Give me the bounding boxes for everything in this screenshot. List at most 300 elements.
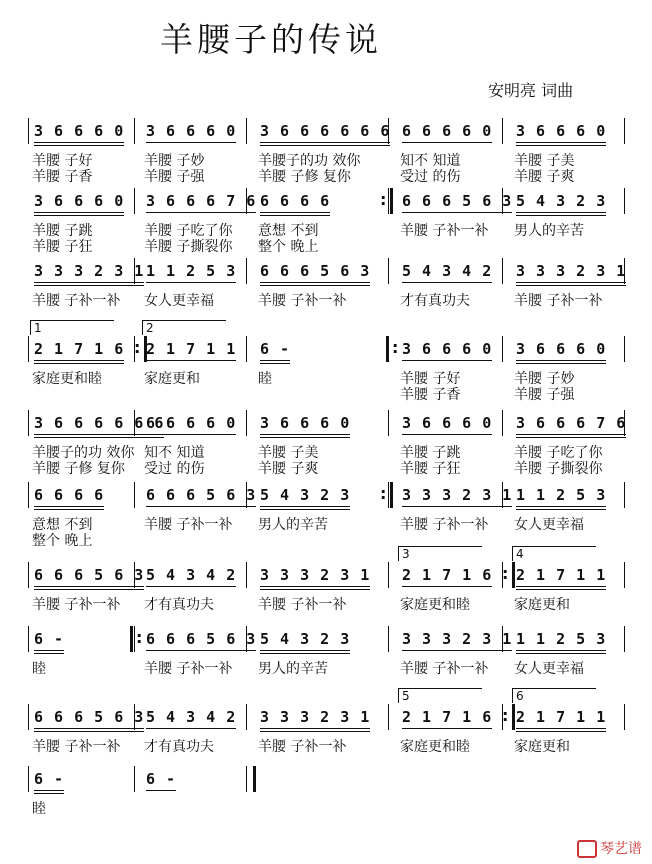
beam-line bbox=[516, 282, 626, 283]
beam-line bbox=[402, 282, 492, 283]
measure-notes: 3 3 3 2 3 1 bbox=[402, 486, 513, 504]
beam-line bbox=[260, 589, 370, 590]
repeat-end-barline bbox=[506, 562, 515, 588]
beam-line bbox=[516, 589, 606, 590]
lyric-syllables: 家庭更和睦 bbox=[400, 597, 470, 613]
measure bbox=[516, 122, 606, 140]
beam-line bbox=[516, 509, 606, 510]
measure bbox=[34, 486, 104, 504]
measure bbox=[146, 192, 256, 210]
measure-notes: 3 6 6 6 6 6 6 bbox=[34, 414, 165, 432]
lyric-syllables: 女人更幸福 bbox=[144, 293, 214, 309]
barline bbox=[28, 336, 29, 362]
measure-notes: 3 6 6 6 6 6 6 bbox=[260, 122, 391, 140]
lyric-syllables: 知不 知道 bbox=[400, 153, 461, 169]
measure bbox=[260, 192, 330, 210]
lyric-syllables: 羊腰 子强 bbox=[144, 169, 205, 185]
lyric-syllables: 羊腰 子补一补 bbox=[32, 293, 121, 309]
barline bbox=[624, 704, 625, 730]
barline bbox=[624, 336, 625, 362]
beam-line bbox=[516, 650, 606, 651]
beam-line bbox=[260, 360, 290, 361]
barline bbox=[28, 704, 29, 730]
beam-line bbox=[34, 142, 124, 143]
measure bbox=[516, 192, 606, 210]
measure bbox=[146, 566, 236, 584]
lyric-syllables: 羊腰 子补一补 bbox=[400, 661, 489, 677]
measure bbox=[516, 708, 606, 726]
lyric-syllables: 羊腰 子补一补 bbox=[258, 597, 347, 613]
notes-line bbox=[30, 630, 630, 656]
beam-line bbox=[260, 731, 370, 732]
lyric-syllables: 男人的辛苦 bbox=[514, 223, 584, 239]
beam-line bbox=[516, 434, 626, 435]
lyric-syllables: 家庭更和睦 bbox=[400, 739, 470, 755]
measure bbox=[260, 630, 350, 648]
barline bbox=[624, 562, 625, 588]
repeat-start-barline bbox=[386, 336, 395, 362]
beam-line bbox=[402, 650, 512, 651]
lyric-syllables: 受过 的伤 bbox=[400, 169, 461, 185]
lyric-syllables: 意想 不到 bbox=[258, 223, 319, 239]
lyric-syllables: 羊腰 子跳 bbox=[32, 223, 93, 239]
beam-line bbox=[516, 506, 606, 507]
notes-line bbox=[30, 262, 630, 288]
lyric-syllables: 羊腰 子吃了你 bbox=[514, 445, 603, 461]
measure-notes: 6 6 6 5 6 3 bbox=[146, 630, 257, 648]
barline bbox=[28, 766, 29, 792]
barline bbox=[28, 410, 29, 436]
beam-line bbox=[34, 145, 124, 146]
volta-bracket: 6 bbox=[512, 688, 596, 703]
lyric-syllables: 家庭更和 bbox=[514, 739, 570, 755]
barline bbox=[134, 562, 135, 588]
beam-line bbox=[402, 586, 492, 587]
measure-notes: 5 4 3 2 3 bbox=[516, 192, 607, 210]
measure bbox=[146, 340, 236, 358]
measure bbox=[146, 122, 236, 140]
barline bbox=[388, 704, 389, 730]
lyric-syllables: 整个 晚上 bbox=[258, 239, 319, 255]
barline bbox=[246, 118, 247, 144]
beam-line bbox=[402, 142, 492, 143]
measure-notes: 3 6 6 6 0 bbox=[34, 122, 125, 140]
measure-notes: 2 1 7 1 6 bbox=[402, 566, 493, 584]
beam-line bbox=[402, 506, 512, 507]
measure bbox=[34, 414, 164, 432]
measure bbox=[402, 630, 512, 648]
beam-line bbox=[402, 434, 492, 435]
beam-line bbox=[260, 145, 390, 146]
measure-notes: 6 6 6 5 6 3 bbox=[34, 708, 145, 726]
lyric-syllables: 家庭更和 bbox=[144, 371, 200, 387]
barline bbox=[134, 704, 135, 730]
measure-notes: 6 6 6 5 6 3 bbox=[260, 262, 371, 280]
barline bbox=[624, 118, 625, 144]
repeat-start-barline bbox=[130, 626, 139, 652]
lyric-syllables: 羊腰 子补一补 bbox=[32, 739, 121, 755]
lyric-syllables: 羊腰 子爽 bbox=[514, 169, 575, 185]
lyric-syllables: 男人的辛苦 bbox=[258, 661, 328, 677]
lyric-syllables: 羊腰 子补一补 bbox=[514, 293, 603, 309]
lyric-syllables: 女人更幸福 bbox=[514, 661, 584, 677]
measure bbox=[34, 262, 144, 280]
lyric-syllables: 女人更幸福 bbox=[514, 517, 584, 533]
measure-notes: 1 1 2 5 3 bbox=[516, 630, 607, 648]
barline bbox=[502, 410, 503, 436]
repeat-end-barline bbox=[506, 704, 515, 730]
beam-line bbox=[260, 437, 350, 438]
beam-line bbox=[34, 728, 144, 729]
beam-line bbox=[402, 728, 492, 729]
measure bbox=[402, 486, 512, 504]
barline bbox=[388, 410, 389, 436]
lyric-syllables: 羊腰 子补一补 bbox=[400, 517, 489, 533]
barline bbox=[28, 562, 29, 588]
measure bbox=[402, 340, 492, 358]
beam-line bbox=[516, 363, 606, 364]
measure bbox=[516, 414, 626, 432]
measure bbox=[402, 192, 512, 210]
measure-notes: 3 6 6 6 0 bbox=[34, 192, 125, 210]
repeat-end-barline bbox=[384, 482, 393, 508]
lyric-syllables: 羊腰 子好 bbox=[32, 153, 93, 169]
measure-notes: 1 1 2 5 3 bbox=[516, 486, 607, 504]
beam-line bbox=[146, 282, 236, 283]
barline bbox=[28, 482, 29, 508]
notes-line bbox=[30, 486, 630, 512]
measure-notes: 5 4 3 4 2 bbox=[402, 262, 493, 280]
beam-line bbox=[260, 586, 370, 587]
beam-line bbox=[34, 506, 104, 507]
lyric-syllables: 羊腰 子妙 bbox=[514, 371, 575, 387]
score-row bbox=[30, 770, 630, 860]
measure bbox=[146, 262, 236, 280]
notes-line bbox=[30, 340, 630, 366]
beam-line bbox=[34, 215, 124, 216]
beam-line bbox=[34, 363, 124, 364]
beam-line bbox=[34, 650, 64, 651]
beam-line bbox=[146, 434, 236, 435]
notes-line bbox=[30, 770, 630, 796]
lyric-syllables: 羊腰 子美 bbox=[514, 153, 575, 169]
beam-line bbox=[516, 653, 606, 654]
barline bbox=[624, 482, 625, 508]
barline bbox=[246, 482, 247, 508]
notes-line bbox=[30, 414, 630, 440]
lyric-syllables: 睦 bbox=[32, 801, 46, 817]
composer-credit: 安明亮 词曲 bbox=[488, 81, 574, 100]
measure-notes: 6 6 6 6 0 bbox=[402, 122, 493, 140]
barline bbox=[502, 626, 503, 652]
barline bbox=[134, 118, 135, 144]
lyric-syllables: 羊腰 子跳 bbox=[400, 445, 461, 461]
measure bbox=[146, 486, 256, 504]
barline bbox=[502, 118, 503, 144]
brand-name: 琴艺谱 bbox=[600, 841, 642, 857]
measure bbox=[146, 414, 236, 432]
beam-line bbox=[516, 215, 606, 216]
measure bbox=[34, 708, 144, 726]
barline bbox=[388, 258, 389, 284]
beam-line bbox=[34, 509, 104, 510]
measure-notes: 3 6 6 6 0 bbox=[146, 122, 237, 140]
beam-line bbox=[146, 790, 176, 791]
barline bbox=[134, 258, 135, 284]
beam-line bbox=[34, 434, 164, 435]
lyric-syllables: 羊腰 子美 bbox=[258, 445, 319, 461]
beam-line bbox=[260, 509, 350, 510]
beam-line bbox=[260, 142, 390, 143]
lyric-syllables: 羊腰子的功 效你 bbox=[32, 445, 135, 461]
measure-notes: 6 6 6 6 bbox=[260, 192, 331, 210]
measure bbox=[260, 708, 370, 726]
beam-line bbox=[516, 731, 606, 732]
barline bbox=[388, 626, 389, 652]
measure-notes: 3 3 3 2 3 1 bbox=[402, 630, 513, 648]
measure-notes: 3 3 3 2 3 1 bbox=[516, 262, 627, 280]
measure bbox=[402, 708, 492, 726]
beam-line bbox=[146, 506, 256, 507]
measure-notes: 3 3 3 2 3 1 bbox=[34, 262, 145, 280]
measure-notes: 3 6 6 6 7 6 bbox=[146, 192, 257, 210]
barline bbox=[246, 258, 247, 284]
lyric-syllables: 家庭更和睦 bbox=[32, 371, 102, 387]
lyric-syllables: 才有真功夫 bbox=[144, 739, 214, 755]
lyric-syllables: 羊腰 子修 复你 bbox=[258, 169, 351, 185]
beam-line bbox=[260, 282, 370, 283]
measure bbox=[260, 340, 290, 358]
beam-line bbox=[260, 212, 330, 213]
measure-notes: 5 4 3 4 2 bbox=[146, 708, 237, 726]
beam-line bbox=[34, 437, 164, 438]
measure bbox=[34, 192, 124, 210]
measure bbox=[34, 630, 64, 648]
lyric-syllables: 睦 bbox=[32, 661, 46, 677]
notes-line bbox=[30, 192, 630, 218]
measure-notes: 3 6 6 6 7 6 bbox=[516, 414, 627, 432]
measure bbox=[34, 340, 124, 358]
measure bbox=[34, 122, 124, 140]
barline bbox=[388, 118, 389, 144]
lyric-syllables: 家庭更和 bbox=[514, 597, 570, 613]
barline bbox=[134, 766, 135, 792]
barline bbox=[246, 410, 247, 436]
measure-notes: 5 4 3 4 2 bbox=[146, 566, 237, 584]
measure bbox=[260, 262, 370, 280]
lyric-syllables: 睦 bbox=[258, 371, 272, 387]
barline bbox=[502, 482, 503, 508]
measure-notes: 5 4 3 2 3 bbox=[260, 630, 351, 648]
lyric-syllables: 羊腰 子补一补 bbox=[144, 661, 233, 677]
measure-notes: 2 1 7 1 1 bbox=[516, 708, 607, 726]
beam-line bbox=[516, 437, 626, 438]
lyric-syllables: 羊腰 子狂 bbox=[32, 239, 93, 255]
notes-line bbox=[30, 122, 630, 148]
beam-line bbox=[34, 282, 144, 283]
beam-line bbox=[516, 145, 606, 146]
measure bbox=[516, 630, 606, 648]
lyric-syllables: 羊腰 子补一补 bbox=[258, 739, 347, 755]
measure-notes: 6 6 6 5 6 3 bbox=[146, 486, 257, 504]
barline bbox=[502, 188, 503, 214]
volta-bracket: 5 bbox=[398, 688, 482, 703]
lyric-syllables: 男人的辛苦 bbox=[258, 517, 328, 533]
lyric-syllables: 羊腰 子补一补 bbox=[400, 223, 489, 239]
lyric-syllables: 受过 的伤 bbox=[144, 461, 205, 477]
beam-line bbox=[34, 212, 124, 213]
song-title: 羊腰子的传说 bbox=[160, 20, 382, 59]
barline bbox=[28, 118, 29, 144]
lyric-syllables: 意想 不到 bbox=[32, 517, 93, 533]
lyric-syllables: 羊腰子的功 效你 bbox=[258, 153, 361, 169]
measure-notes: 3 6 6 6 0 bbox=[402, 414, 493, 432]
beam-line bbox=[34, 653, 64, 654]
measure bbox=[516, 340, 606, 358]
measure-notes: 3 6 6 6 0 bbox=[402, 340, 493, 358]
barline bbox=[624, 626, 625, 652]
notes-line bbox=[30, 566, 630, 592]
lyric-syllables: 才有真功夫 bbox=[144, 597, 214, 613]
measure-notes: 3 3 3 2 3 1 bbox=[260, 708, 371, 726]
beam-line bbox=[402, 212, 512, 213]
lyric-syllables: 羊腰 子好 bbox=[400, 371, 461, 387]
beam-line bbox=[146, 728, 236, 729]
beam-line bbox=[34, 731, 144, 732]
beam-line bbox=[146, 586, 236, 587]
notes-line bbox=[30, 708, 630, 734]
score-row bbox=[30, 486, 630, 576]
measure-notes: 6 - bbox=[260, 340, 291, 358]
measure-notes: 2 1 7 1 1 bbox=[516, 566, 607, 584]
measure bbox=[402, 414, 492, 432]
beam-line bbox=[260, 363, 290, 364]
beam-line bbox=[260, 434, 350, 435]
barline bbox=[28, 626, 29, 652]
volta-bracket: 1 bbox=[30, 320, 114, 335]
barline bbox=[502, 258, 503, 284]
measure-notes: 3 3 3 2 3 1 bbox=[260, 566, 371, 584]
barline bbox=[246, 188, 247, 214]
barline bbox=[134, 188, 135, 214]
measure-notes: 2 1 7 1 6 bbox=[402, 708, 493, 726]
barline bbox=[246, 336, 247, 362]
measure-notes: 2 1 7 1 6 bbox=[34, 340, 125, 358]
measure bbox=[146, 770, 176, 788]
beam-line bbox=[146, 360, 236, 361]
lyric-syllables: 羊腰 子补一补 bbox=[32, 597, 121, 613]
lyric-syllables: 知不 知道 bbox=[144, 445, 205, 461]
beam-line bbox=[34, 793, 64, 794]
measure bbox=[402, 566, 492, 584]
brand-watermark bbox=[577, 838, 642, 858]
measure bbox=[260, 486, 350, 504]
barline bbox=[624, 258, 625, 284]
lyric-syllables: 羊腰 子强 bbox=[514, 387, 575, 403]
beam-line bbox=[260, 215, 330, 216]
barline bbox=[502, 336, 503, 362]
measure bbox=[260, 414, 350, 432]
lyric-syllables: 羊腰 子狂 bbox=[400, 461, 461, 477]
beam-line bbox=[260, 653, 350, 654]
measure bbox=[146, 708, 236, 726]
beam-line bbox=[34, 589, 144, 590]
lyric-syllables: 羊腰 子爽 bbox=[258, 461, 319, 477]
lyric-syllables: 才有真功夫 bbox=[400, 293, 470, 309]
lyric-syllables: 羊腰 子补一补 bbox=[258, 293, 347, 309]
beam-line bbox=[260, 728, 370, 729]
measure bbox=[516, 262, 626, 280]
lyric-syllables: 羊腰 子撕裂你 bbox=[144, 239, 233, 255]
beam-line bbox=[516, 360, 606, 361]
beam-line bbox=[34, 360, 124, 361]
measure-notes: 5 4 3 2 3 bbox=[260, 486, 351, 504]
volta-bracket: 3 bbox=[398, 546, 482, 561]
beam-line bbox=[516, 142, 606, 143]
barline bbox=[624, 410, 625, 436]
score-row bbox=[30, 630, 630, 720]
measure-notes: 6 6 6 6 bbox=[34, 486, 105, 504]
beam-line bbox=[146, 650, 256, 651]
measure bbox=[34, 770, 64, 788]
barline bbox=[388, 562, 389, 588]
measure-notes: 6 6 6 5 6 3 bbox=[34, 566, 145, 584]
measure-notes: 1 1 2 5 3 bbox=[146, 262, 237, 280]
measure bbox=[146, 630, 256, 648]
beam-line bbox=[516, 728, 606, 729]
barline bbox=[246, 704, 247, 730]
measure bbox=[402, 262, 492, 280]
beam-line bbox=[34, 285, 144, 286]
beam-line bbox=[516, 285, 626, 286]
measure bbox=[516, 486, 606, 504]
beam-line bbox=[146, 142, 236, 143]
beam-line bbox=[402, 360, 492, 361]
lyric-syllables: 羊腰 子香 bbox=[32, 169, 93, 185]
lyric-syllables: 羊腰 子吃了你 bbox=[144, 223, 233, 239]
lyric-syllables: 整个 晚上 bbox=[32, 533, 93, 549]
beam-line bbox=[260, 650, 350, 651]
beam-line bbox=[34, 586, 144, 587]
measure-notes: 3 6 6 6 0 bbox=[516, 122, 607, 140]
measure bbox=[260, 122, 390, 140]
lyric-syllables: 羊腰 子香 bbox=[400, 387, 461, 403]
beam-line bbox=[146, 212, 256, 213]
measure-notes: 2 1 7 1 1 bbox=[146, 340, 237, 358]
barline bbox=[134, 482, 135, 508]
repeat-end-barline bbox=[384, 188, 393, 214]
lyric-syllables: 羊腰 子妙 bbox=[144, 153, 205, 169]
beam-line bbox=[34, 790, 64, 791]
measure-notes: 6 - bbox=[34, 770, 65, 788]
measure-notes: 6 6 6 6 0 bbox=[146, 414, 237, 432]
brand-logo-icon bbox=[577, 840, 597, 858]
barline bbox=[246, 562, 247, 588]
lyric-syllables: 羊腰 子补一补 bbox=[144, 517, 233, 533]
measure-notes: 3 6 6 6 0 bbox=[516, 340, 607, 358]
lyric-syllables: 羊腰 子修 复你 bbox=[32, 461, 125, 477]
volta-bracket: 2 bbox=[142, 320, 226, 335]
lyric-syllables: 羊腰 子撕裂你 bbox=[514, 461, 603, 477]
barline bbox=[134, 410, 135, 436]
measure-notes: 6 - bbox=[146, 770, 177, 788]
barline bbox=[624, 188, 625, 214]
measure bbox=[260, 566, 370, 584]
repeat-end-barline bbox=[138, 336, 147, 362]
measure-notes: 6 6 6 5 6 3 bbox=[402, 192, 513, 210]
beam-line bbox=[260, 285, 370, 286]
beam-line bbox=[260, 506, 350, 507]
